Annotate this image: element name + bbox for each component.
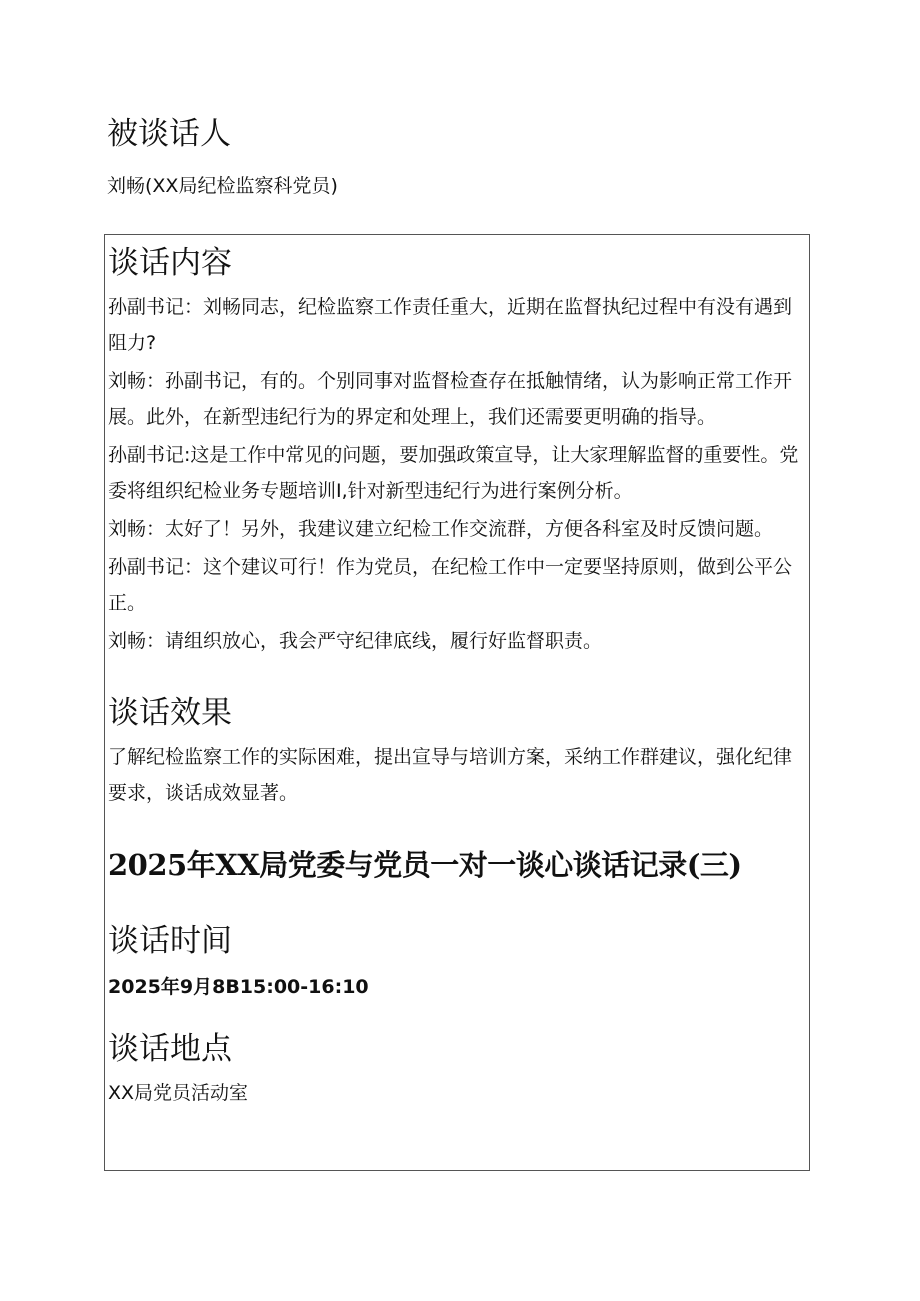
record-body [108,241,808,1111]
dialogue-line: 孙副书记:这是工作中常见的问题，要加强政策宣导，让大家理解监督的重要性。党委将组织纪检业务专题培训I,针对新型违纪行为进行案例分析。 [108,444,799,502]
interviewee-heading: 被谈话人 [107,116,231,152]
interviewee-section [107,112,807,204]
interviewee-value: 刘畅(XX局纪检监察科党员) [107,175,338,197]
place-value: XX局党员活动室 [108,1082,249,1104]
dialogue-list [108,289,808,659]
place-heading: 谈话地点 [108,1031,232,1067]
dialogue-line: 刘畅：孙副书记，有的。个别同事对监督检查存在抵触情绪，认为影响正常工作开展。此外，在新型违纪行为的界定和处理上，我们还需要更明确的指导。 [108,370,793,428]
time-value: 2025年9月8B15:00-16:10 [108,976,369,998]
effect-heading: 谈话效果 [108,695,232,731]
record-table-cell [104,234,810,1171]
dialogue-line: 刘畅：太好了！另外，我建议建立纪检工作交流群，方便各科室及时反馈问题。 [108,518,774,540]
dialogue-line: 刘畅：请组织放心，我会严守纪律底线，履行好监督职责。 [108,630,603,652]
content-heading: 谈话内容 [108,245,232,281]
time-heading: 谈话时间 [108,923,232,959]
record-three-title: 2025年XX局党委与党员一对一谈心谈话记录(三) [108,848,742,882]
effect-text: 了解纪检监察工作的实际困难，提出宣导与培训方案，采纳工作群建议，强化纪律要求，谈话成效显著。 [108,746,793,804]
dialogue-line: 孙副书记：这个建议可行！作为党员，在纪检工作中一定要坚持原则，做到公平公正。 [108,556,793,614]
dialogue-line: 孙副书记：刘畅同志，纪检监察工作责任重大，近期在监督执纪过程中有没有遇到阻力? [108,296,793,354]
